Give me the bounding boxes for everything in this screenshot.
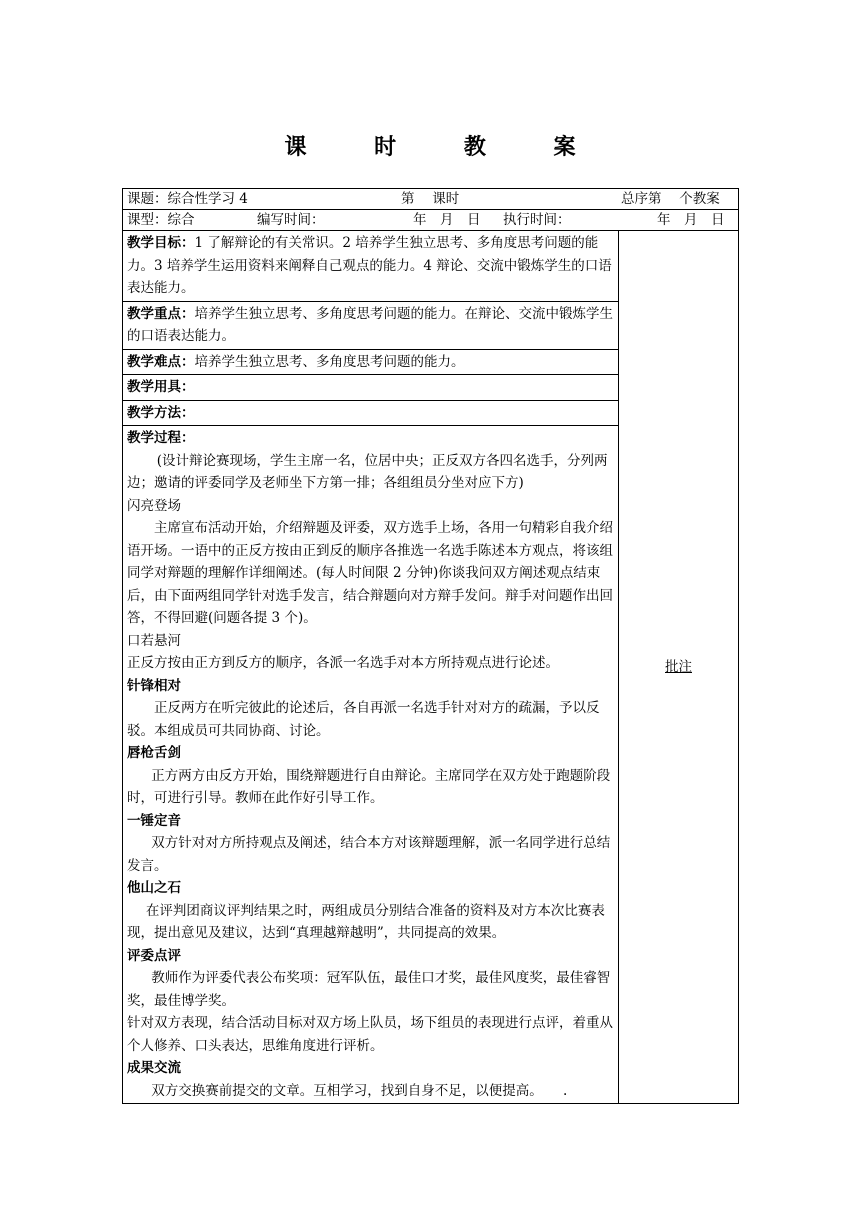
key-points-text: 培养学生独立思考、多角度思考问题的能力。在辩论、交流中锻炼学生的口语表达能力。	[127, 305, 613, 344]
process-paragraph: 双方针对对方所持观点及阐述，结合本方对该辩题理解，派一名同学进行总结发言。	[127, 835, 611, 874]
page-title: 课 时 教 案	[284, 134, 606, 160]
section-heading: 口若悬河	[127, 632, 181, 649]
process-paragraph: 正反方按由正方到反方的顺序，各派一名选手对本方所持观点进行论述。	[127, 655, 559, 671]
objectives-row	[123, 231, 739, 302]
section-heading: 成果交流	[127, 1060, 181, 1076]
compile-date-field: 年 月 日	[413, 212, 481, 228]
lesson-number-field: 第 课时	[401, 191, 460, 207]
process-paragraph: 主席宣布活动开始，介绍辩题及评委，双方选手上场，各用一句精彩自我介绍语开场。一语中的正反方按由正到反的顺序各推选一名选手陈述本方观点，将该组同学对辩题的理解作详细阐述。(每人时间限 2 分钟)你谈我问双方阐述观点结束后，由下面两组同学针对选手发言，结合辩题向对方辩手发问。辩手对问题作出回答，不得回避(问题各提 3 个)。	[127, 520, 613, 626]
section-heading: 闪亮登场	[127, 497, 181, 514]
section-heading: 唇枪舌剑	[127, 745, 181, 761]
lesson-plan-table	[122, 188, 738, 1104]
topic-field: 课题：综合性学习 4	[127, 191, 248, 207]
process-paragraph: 双方交换赛前提交的文章。互相学习，找到自身不足，以便提高。 .	[151, 1082, 568, 1099]
exec-time-label: 执行时间：	[503, 212, 571, 228]
difficulties-label: 教学难点：	[127, 353, 195, 370]
process-paragraph: 针对双方表现，结合活动目标对双方场上队员，场下组员的表现进行点评，着重从个人修养、口头表达，思维角度进行评析。	[127, 1015, 613, 1054]
process-paragraph: (设计辩论赛现场，学生主席一名，位居中央；正反双方各四名选手，分列两边；邀请的评委同学及老师坐下方第一排；各组组员分坐对应下方)	[127, 452, 608, 491]
methods-label: 教学方法：	[127, 404, 195, 421]
section-heading: 针锋相对	[127, 677, 181, 694]
notes-label: 批注	[665, 658, 692, 675]
exec-date-field: 年 月 日	[657, 212, 725, 228]
process-label: 教学过程：	[127, 430, 195, 446]
process-paragraph: 教师作为评委代表公布奖项：冠军队伍，最佳口才奖，最佳风度奖，最佳睿智奖，最佳博学奖。	[127, 970, 611, 1009]
process-paragraph: 正方两方由反方开始，围绕辩题进行自由辩论。主席同学在双方处于跑题阶段时，可进行引导。教师在此作好引导工作。	[127, 767, 611, 806]
notes-column	[619, 231, 739, 1104]
objectives-text: 1 了解辩论的有关常识。2 培养学生独立思考、多角度思考问题的能力。3 培养学生运用资料来阐释自己观点的能力。4 辩论、交流中锻炼学生的口语表达能力。	[127, 235, 612, 296]
tools-label: 教学用具：	[127, 379, 195, 395]
section-heading: 一锤定音	[127, 812, 181, 829]
key-points-label: 教学重点：	[127, 305, 195, 322]
total-number-field: 总序第 个教案	[621, 191, 720, 207]
process-paragraph: 正反两方在听完彼此的论述后，各自再派一名选手针对对方的疏漏，予以反驳。本组成员可共同协商、讨论。	[127, 700, 600, 739]
section-heading: 评委点评	[127, 947, 181, 964]
section-heading: 他山之石	[127, 880, 181, 896]
compile-time-label: 编写时间：	[257, 212, 325, 228]
objectives-label: 教学目标：	[127, 235, 195, 251]
process-paragraph: 在评判团商议评判结果之时，两组成员分别结合准备的资料及对方本次比赛表现，提出意见及建议，达到“真理越辩越明”，共同提高的效果。	[127, 902, 605, 941]
difficulties-text: 培养学生独立思考、多角度思考问题的能力。	[194, 353, 465, 370]
header-row-topic	[123, 189, 739, 210]
header-row-type	[123, 210, 739, 231]
lesson-type-field: 课型：综合	[127, 212, 195, 228]
